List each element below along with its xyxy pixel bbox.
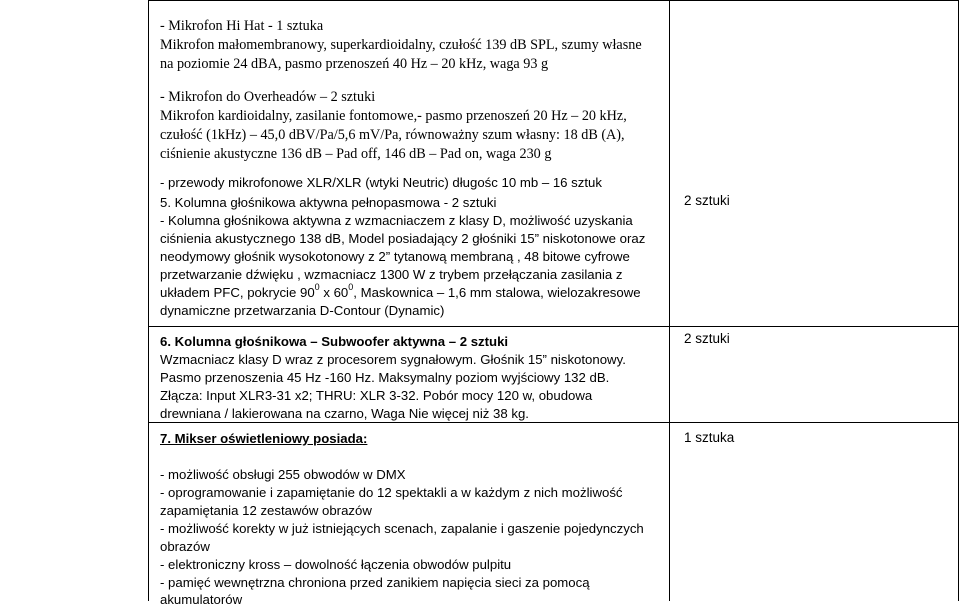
- table-border-left: [148, 0, 149, 601]
- text-line: przetwarzanie dźwięku , wzmacniacz 1300 W z trybem przełączania zasilania z: [160, 267, 623, 282]
- text-line: - pamięć wewnętrzna chroniona przed zanikiem napięcia sieci za pomocą: [160, 575, 590, 590]
- quantity-cell: 2 sztuki: [684, 193, 730, 208]
- text-line: akumulatorów: [160, 592, 243, 607]
- text-line: czułość (1kHz) – 45,0 dBV/Pa/5,6 mV/Pa, równoważny szum własny: 18 dB (A),: [160, 127, 625, 143]
- text-line: na poziomie 24 dBA, pasmo przenoszeń 40 Hz – 20 kHz, waga 93 g: [160, 56, 549, 72]
- text-line: Mikrofon kardioidalny, zasilanie fontomowe,- pasmo przenoszeń 20 Hz – 20 kHz,: [160, 108, 627, 124]
- text-line: - możliwość obsługi 255 obwodów w DMX: [160, 467, 406, 482]
- text-line: obrazów: [160, 539, 210, 554]
- text-line: ciśnienia akustycznego 138 dB, Model posiadający 2 głośniki 15” niskotonowe oraz: [160, 231, 646, 246]
- item-heading: 5. Kolumna głośnikowa aktywna pełnopasmowa - 2 sztuki: [160, 195, 497, 210]
- table-row-divider: [148, 326, 959, 327]
- text-line: dynamiczne przetwarzania D-Contour (Dynamic): [160, 303, 445, 318]
- text-line: - Mikrofon Hi Hat - 1 sztuka: [160, 18, 324, 34]
- text-line: Złącza: Input XLR3-31 x2; THRU: XLR 3-32. Pobór mocy 120 w, obudowa: [160, 388, 593, 403]
- table-column-divider: [669, 0, 670, 601]
- quantity-cell: 2 sztuki: [684, 331, 730, 346]
- text-line: neodymowy głośnik wysokotonowy z 2” tytanową membraną , 48 bitowe cyfrowe: [160, 249, 630, 264]
- text-line: - przewody mikrofonowe XLR/XLR (wtyki Neutric) długośc 10 mb – 16 sztuk: [160, 175, 602, 190]
- quantity-cell: 1 sztuka: [684, 430, 735, 445]
- text-line: - Mikrofon do Overheadów – 2 sztuki: [160, 89, 376, 105]
- text-line: - Kolumna głośnikowa aktywna z wzmacniaczem z klasy D, możliwość uzyskania: [160, 213, 633, 228]
- text-line: zapamiętania 12 zestawów obrazów: [160, 503, 372, 518]
- text-line: drewniana / lakierowana na czarno, Waga Nie więcej niż 38 kg.: [160, 406, 529, 421]
- table-border-top: [148, 0, 959, 1]
- text-line: ciśnienie akustyczne 136 dB – Pad off, 146 dB – Pad on, waga 230 g: [160, 146, 552, 162]
- item-heading: 6. Kolumna głośnikowa – Subwoofer aktywna – 2 sztuki: [160, 334, 509, 349]
- text-line: - elektroniczny kross – dowolność łączenia obwodów pulpitu: [160, 557, 512, 572]
- item-heading: 7. Mikser oświetleniowy posiada:: [160, 431, 368, 446]
- text-line-pfc: układem PFC, pokrycie $90^0$ x $60^0$, Maskownica – 1,6 mm stalowa, wielozakresowe: [160, 281, 641, 300]
- text-line: - oprogramowanie i zapamiętanie do 12 spektakli a w każdym z nich możliwość: [160, 485, 623, 500]
- text-line: Mikrofon małomembranowy, superkardioidalny, czułość 139 dB SPL, szumy własne: [160, 37, 642, 53]
- text-line: Wzmacniacz klasy D wraz z procesorem sygnałowym. Głośnik 15” niskotonowy.: [160, 352, 626, 367]
- table-border-right: [958, 0, 959, 601]
- text-line: Pasmo przenoszenia 45 Hz -160 Hz. Maksymalny poziom wyjściowy 132 dB.: [160, 370, 610, 385]
- text-line: - możliwość korekty w już istniejących scenach, zapalanie i gaszenie pojedynczych: [160, 521, 644, 536]
